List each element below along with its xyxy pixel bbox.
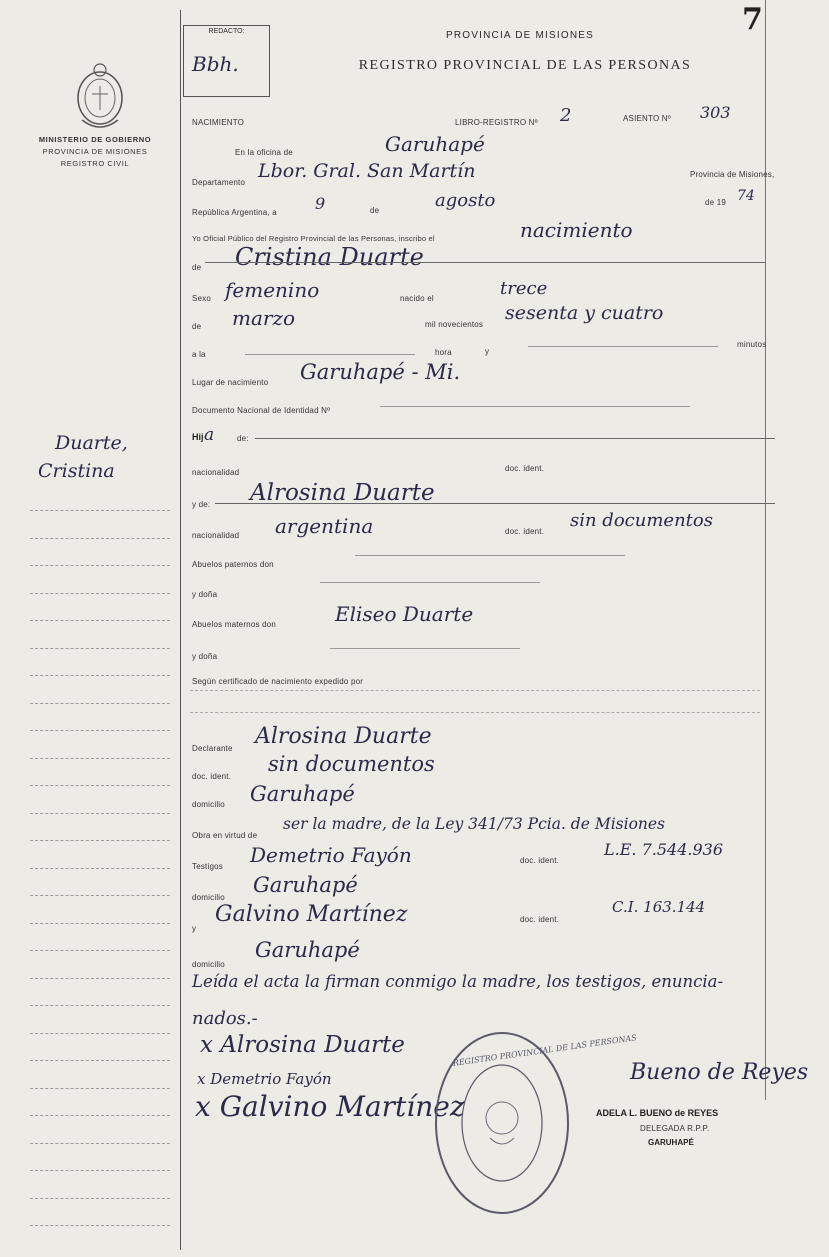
page-number: 7 <box>742 2 763 37</box>
de2-label: de <box>192 322 202 331</box>
ministry-line-2: PROVINCIA DE MISIONES <box>42 147 148 156</box>
oficial-value: nacimiento <box>520 218 633 242</box>
nombre-underline <box>205 262 765 263</box>
domicilio1-value: Garuhapé <box>250 782 355 806</box>
signature-testigo-2: x Galvino Martínez <box>195 1090 465 1123</box>
docident3-label: doc. ident. <box>192 772 232 781</box>
nac2-label: nacionalidad <box>192 531 240 540</box>
sexo-value: femenino <box>225 278 320 302</box>
hora-label: hora <box>435 348 452 357</box>
margin-ruled-line <box>30 950 170 951</box>
margin-note-surname: Duarte, <box>55 432 128 454</box>
milnov-label: mil novecientos <box>425 320 484 329</box>
certificado-label: Según certificado de nacimiento expedido por <box>192 677 364 686</box>
obra-value: ser la madre, de la Ley 341/73 Pcia. de Misiones <box>283 815 666 833</box>
body-ruled-line <box>190 690 760 691</box>
domicilio3-label: domicilio <box>192 960 225 969</box>
nacimiento-label: NACIMIENTO <box>192 118 245 127</box>
padre-underline <box>255 438 775 439</box>
margin-ruled-line <box>30 785 170 786</box>
minutos-label: minutos <box>737 340 767 349</box>
officer-place: GARUHAPÉ <box>648 1138 694 1147</box>
officer-name: ADELA L. BUENO de REYES <box>596 1108 719 1118</box>
ministry-line-3: REGISTRO CIVIL <box>60 159 130 168</box>
margin-ruled-line <box>30 1005 170 1006</box>
body-ruled-line <box>190 712 760 713</box>
margin-ruled-line <box>30 1170 170 1171</box>
domicilio1-label: domicilio <box>192 800 225 809</box>
de-nombre-label: de <box>192 263 202 272</box>
asiento-label: ASIENTO Nº <box>623 114 671 123</box>
nac1-label: nacionalidad <box>192 468 240 477</box>
de3-label: de: <box>237 434 249 443</box>
yde-label: y de: <box>192 500 211 509</box>
ydona2-label: y doña <box>192 652 218 661</box>
de-label: de <box>370 206 380 215</box>
province-header: PROVINCIA DE MISIONES <box>445 30 594 41</box>
margin-ruled-line <box>30 593 170 594</box>
margin-ruled-line <box>30 703 170 704</box>
margin-ruled-line <box>30 1033 170 1034</box>
ministry-header <box>20 134 170 170</box>
margin-ruled-line <box>30 1143 170 1144</box>
dia-value: 9 <box>315 194 326 213</box>
ala-label: a la <box>192 350 206 359</box>
madre-underline <box>215 503 775 504</box>
margin-ruled-line <box>30 840 170 841</box>
oficial-label: Yo Oficial Público del Registro Provincial de las Personas, inscribo el <box>192 234 435 243</box>
redacto-label: REDACTO: <box>208 28 245 35</box>
closing-line-1: Leída el acta la firman conmigo la madre, los testigos, enuncia- <box>192 972 724 991</box>
abpat-blank-line <box>355 555 625 556</box>
docident4-value: L.E. 7.544.936 <box>604 840 723 859</box>
y-label: y <box>485 347 490 356</box>
libro-value: 2 <box>560 105 572 126</box>
nombre-value: Cristina Duarte <box>235 243 424 271</box>
margin-ruled-line <box>30 730 170 731</box>
ministry-line-1: MINISTERIO DE GOBIERNO <box>38 135 152 144</box>
margin-ruled-line <box>30 1225 170 1226</box>
closing-line-2: nados.- <box>192 1008 258 1029</box>
margin-divider <box>180 10 181 1250</box>
departamento-label: Departamento <box>192 178 246 187</box>
testigo1-value: Demetrio Fayón <box>250 843 412 867</box>
mes-nac-value: marzo <box>232 306 296 330</box>
testigo2-value: Galvino Martínez <box>215 902 408 927</box>
ydona1-label: y doña <box>192 590 218 599</box>
republica-label: República Argentina, a <box>192 208 277 217</box>
margin-ruled-line <box>30 1088 170 1089</box>
sexo-label: Sexo <box>192 294 212 303</box>
margin-ruled-line <box>30 620 170 621</box>
docident4-label: doc. ident. <box>520 856 560 865</box>
oficina-label: En la oficina de <box>235 148 293 157</box>
obra-label: Obra en virtud de <box>192 831 258 840</box>
abmat-value: Eliseo Duarte <box>335 602 474 626</box>
provincia-label: Provincia de Misiones, <box>690 170 775 179</box>
ydona2-blank-line <box>330 648 520 649</box>
margin-ruled-line <box>30 868 170 869</box>
hija-label: Hij <box>192 432 204 442</box>
lugar-label: Lugar de nacimiento <box>192 378 269 387</box>
right-border-line <box>765 0 766 1100</box>
libro-label: LIBRO-REGISTRO Nº <box>455 118 538 127</box>
oficina-value: Garuhapé <box>385 132 485 156</box>
declarante-value: Alrosina Duarte <box>255 724 432 749</box>
margin-ruled-line <box>30 565 170 566</box>
domicilio2-label: domicilio <box>192 893 225 902</box>
margin-ruled-line <box>30 1198 170 1199</box>
margin-ruled-line <box>30 675 170 676</box>
domicilio2-value: Garuhapé <box>253 873 358 897</box>
hija-suffix: a <box>204 425 215 445</box>
asiento-value: 303 <box>700 103 731 122</box>
nac2-value: argentina <box>275 514 374 538</box>
y2-label: y <box>192 924 197 933</box>
registry-title: REGISTRO PROVINCIAL DE LAS PERSONAS <box>358 58 692 73</box>
declarante-label: Declarante <box>192 744 233 753</box>
milnov-value: sesenta y cuatro <box>505 302 664 324</box>
officer-role: DELEGADA R.P.P. <box>640 1124 710 1133</box>
margin-ruled-line <box>30 978 170 979</box>
margin-ruled-line <box>30 923 170 924</box>
margin-ruled-line <box>30 758 170 759</box>
domicilio3-value: Garuhapé <box>255 938 360 962</box>
signature-declarante: x Alrosina Duarte <box>200 1032 405 1058</box>
departamento-value: Lbor. Gral. San Martín <box>258 160 476 182</box>
margin-ruled-line <box>30 813 170 814</box>
hora-blank-line <box>245 354 415 355</box>
ydona1-blank-line <box>320 582 540 583</box>
docident2-label: doc. ident. <box>505 527 545 536</box>
signature-testigo-1: x Demetrio Fayón <box>197 1070 332 1088</box>
margin-ruled-line <box>30 538 170 539</box>
margin-ruled-line <box>30 895 170 896</box>
left-margin-column <box>0 0 178 1257</box>
dni-label: Documento Nacional de Identidad Nº <box>192 406 331 415</box>
docident2-value: sin documentos <box>570 510 713 531</box>
margin-ruled-line <box>30 1115 170 1116</box>
lugar-value: Garuhapé - Mi. <box>300 360 461 384</box>
mes-value: agosto <box>435 190 496 211</box>
abmat-label: Abuelos maternos don <box>192 620 277 629</box>
nacido-label: nacido el <box>400 294 434 303</box>
abpat-label: Abuelos paternos don <box>192 560 274 569</box>
madre-value: Alrosina Duarte <box>250 480 435 506</box>
redacto-box <box>183 25 270 97</box>
docident1-label: doc. ident. <box>505 464 545 473</box>
margin-note-name: Cristina <box>38 460 115 482</box>
nacido-value: trece <box>500 278 548 299</box>
margin-ruled-line <box>30 510 170 511</box>
officer-signature: Bueno de Reyes <box>630 1060 809 1085</box>
docident5-label: doc. ident. <box>520 915 560 924</box>
coat-of-arms-icon <box>70 62 130 130</box>
margin-ruled-line <box>30 1060 170 1061</box>
official-seal-text: REGISTRO PROVINCIAL DE LAS PERSONAS <box>452 1033 638 1068</box>
docident3-value: sin documentos <box>268 752 435 776</box>
minutos-blank-line <box>528 346 718 347</box>
dni-blank-line <box>380 406 690 407</box>
anio-value: 74 <box>737 188 755 204</box>
testigos-label: Testigos <box>192 862 223 871</box>
anio-label: de 19 <box>705 198 727 207</box>
margin-ruled-line <box>30 648 170 649</box>
redacto-initials: Bbh. <box>192 52 239 76</box>
docident5-value: C.I. 163.144 <box>612 898 706 916</box>
